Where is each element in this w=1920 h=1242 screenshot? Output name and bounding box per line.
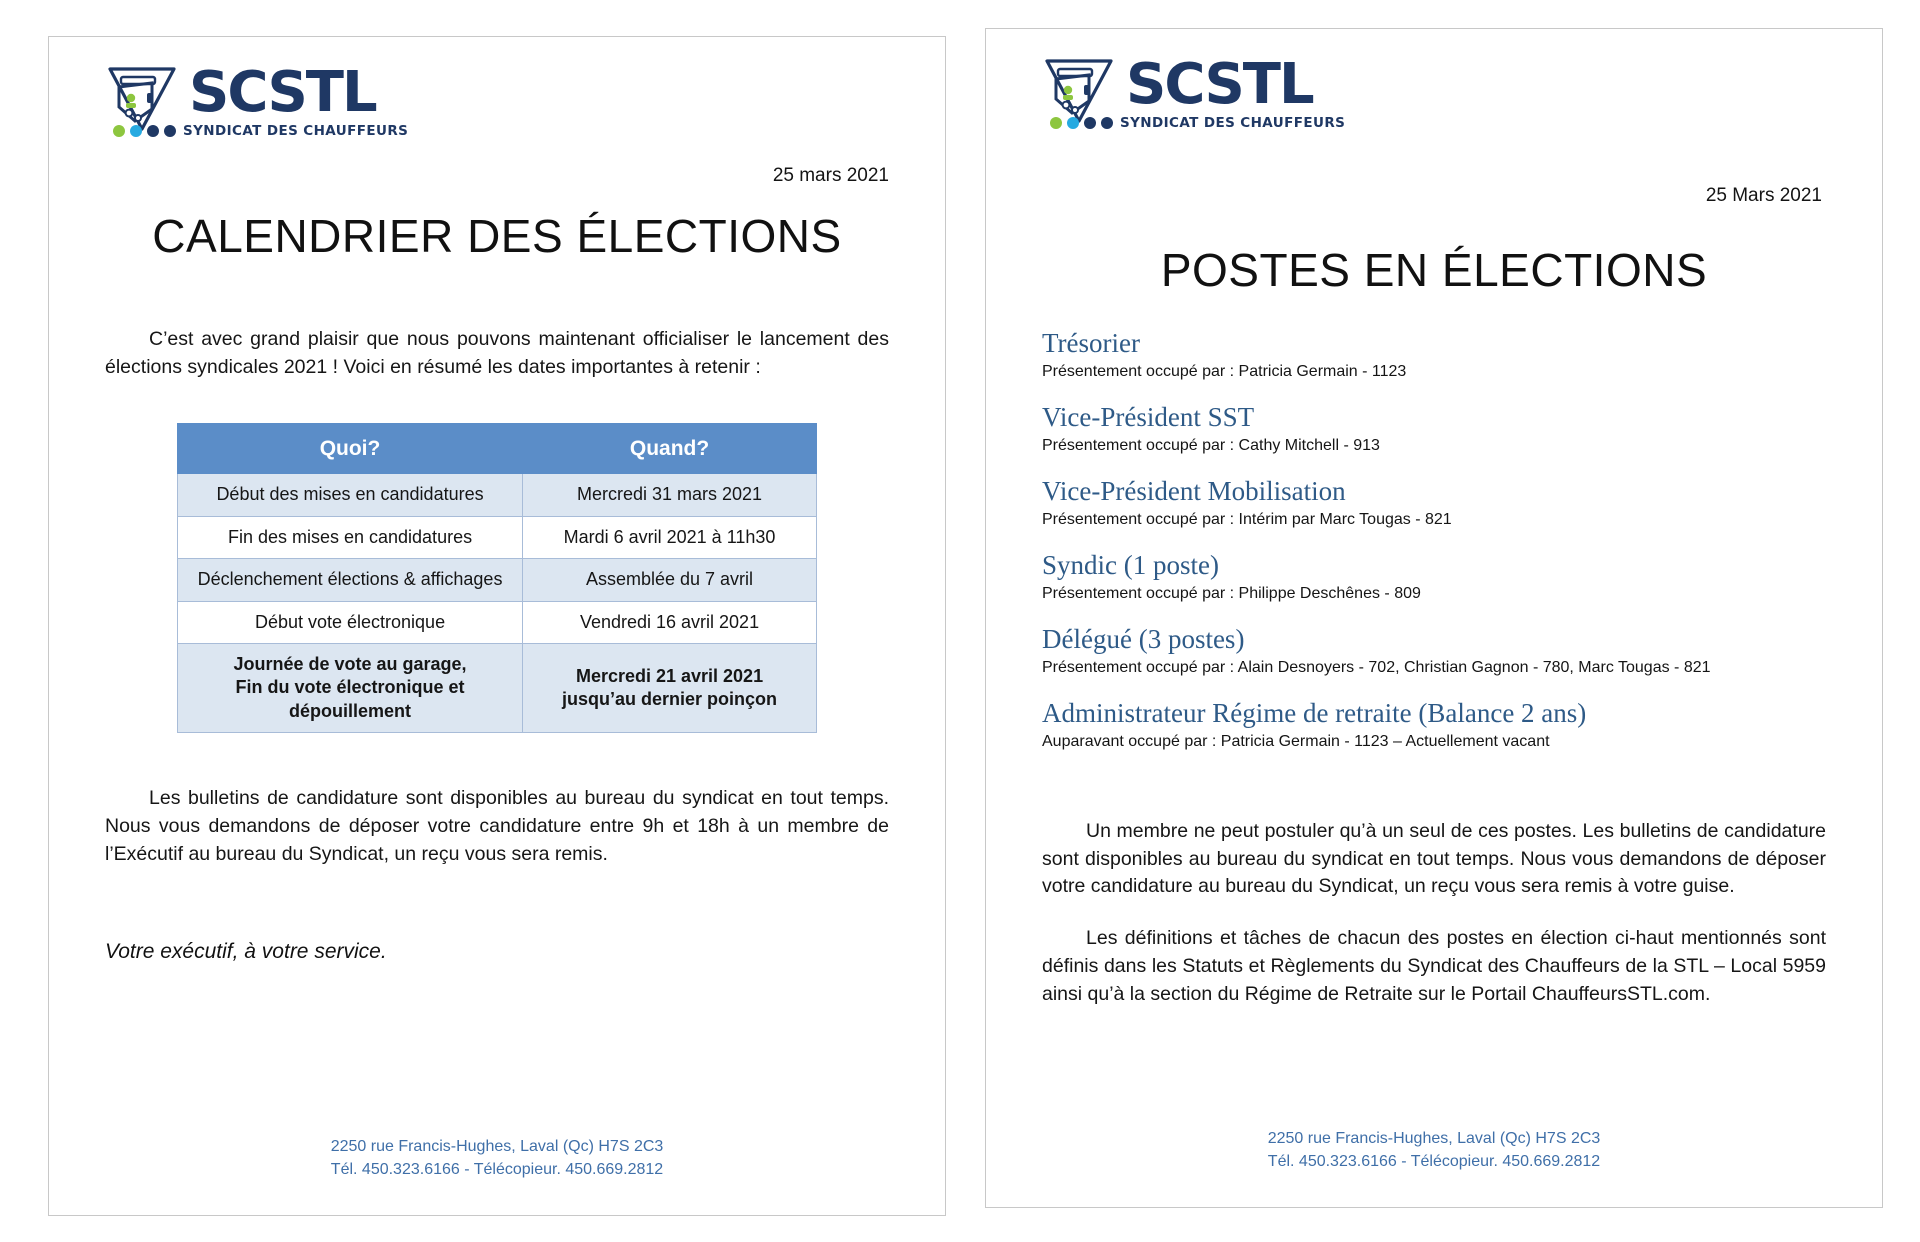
table-cell-quoi: Fin des mises en candidatures (178, 516, 523, 558)
position-title: Trésorier (1042, 327, 1140, 358)
page-2-footer (1042, 1127, 1826, 1173)
logo-tagline-text: SYNDICAT DES CHAUFFEURS (183, 123, 409, 139)
logo-tagline-row (113, 123, 408, 139)
position-entry (1042, 550, 1826, 604)
table-header-row (178, 424, 817, 474)
logo-tagline-row (1050, 115, 1345, 131)
table-header-quand: Quand? (523, 424, 817, 474)
position-entry (1042, 328, 1826, 382)
position-title: Vice-Président Mobilisation (1042, 475, 1346, 506)
logo-wordmark: SCSTL (1126, 52, 1313, 117)
scstl-logo-page-2 (1042, 52, 1826, 151)
logo-dot-navy-1 (1084, 117, 1096, 129)
position-entry (1042, 402, 1826, 456)
table-cell-quoi: Début vote électronique (178, 601, 523, 643)
logo-text (1120, 52, 1346, 131)
logo-dot-green (1050, 117, 1062, 129)
table-header-quoi: Quoi? (178, 424, 523, 474)
position-current-holder: Présentement occupé par : Cathy Mitchell - 913 (1042, 436, 1380, 454)
position-entry (1042, 624, 1826, 678)
page-2-second-paragraph: Les définitions et tâches de chacun des postes en élection ci-haut mentionnés sont définis dans les Statuts et Règlements du Syndicat des Chauffeurs de la STL – Local 5959 ainsi qu’à la section du Régime de Retraite sur le Portail ChauffeursSTL.com. (1042, 927, 1826, 1005)
logo-wordmark: SCSTL (189, 60, 376, 125)
logo-dot-cyan (130, 125, 142, 137)
position-current-holder: Présentement occupé par : Intérim par Marc Tougas - 821 (1042, 510, 1452, 528)
footer-address-line: 2250 rue Francis-Hughes, Laval (Qc) H7S 2C3 (1267, 1129, 1601, 1147)
table-body (178, 474, 817, 733)
logo-dot-cyan (1067, 117, 1079, 129)
document-page-2 (985, 28, 1883, 1208)
page-1-second-paragraph: Les bulletins de candidature sont disponibles au bureau du syndicat en tout temps. Nous vous demandons de déposer votre candidature entre 9h et 18h à un membre de l’Exécutif au bureau du Syndicat, un reçu vous sera remis. (105, 787, 889, 865)
table-row (178, 559, 817, 601)
position-title: Délégué (3 postes) (1042, 624, 1245, 654)
table-row (178, 516, 817, 558)
position-title: Syndic (1 poste) (1042, 549, 1219, 580)
election-calendar-table (177, 423, 817, 733)
position-entry (1042, 476, 1826, 530)
table-cell-quand: Mardi 6 avril 2021 à 11h30 (523, 516, 817, 558)
table-cell-quoi: Déclenchement élections & affichages (178, 559, 523, 601)
positions-list (1042, 328, 1826, 752)
table-cell-quand: Assemblée du 7 avril (523, 559, 817, 601)
position-current-holder: Présentement occupé par : Patricia Germain - 1123 (1042, 362, 1407, 380)
position-entry (1042, 698, 1826, 752)
logo-dot-navy-2 (1101, 117, 1113, 129)
position-current-holder: Présentement occupé par : Alain Desnoyers - 702, Christian Gagnon - 780, Marc Tougas - 821 (1042, 659, 1711, 677)
position-title: Administrateur Régime de retraite (Balance 2 ans) (1042, 698, 1587, 729)
page-2-content (986, 29, 1882, 1207)
page-2-date: 25 Mars 2021 (1705, 185, 1822, 206)
table-row (178, 601, 817, 643)
position-current-holder: Auparavant occupé par : Patricia Germain - 1123 – Actuellement vacant (1042, 733, 1550, 751)
table-cell-quoi: Journée de vote au garage, Fin du vote électronique et dépouillement (178, 644, 523, 733)
page-1-title: CALENDRIER DES ÉLECTIONS (152, 210, 842, 262)
table-cell-quoi: Début des mises en candidatures (178, 474, 523, 516)
footer-address-line: 2250 rue Francis-Hughes, Laval (Qc) H7S 2C3 (330, 1137, 664, 1155)
page-1-intro-paragraph: C’est avec grand plaisir que nous pouvons maintenant officialiser le lancement des élections syndicales 2021 ! Voici en résumé les dates importantes à retenir : (105, 327, 889, 378)
table-cell-quand: Vendredi 16 avril 2021 (523, 601, 817, 643)
logo-text (183, 60, 409, 139)
table-cell-quand: Mercredi 21 avril 2021 jusqu’au dernier poinçon (523, 644, 817, 733)
scstl-logo (105, 60, 889, 159)
page-2-first-paragraph: Un membre ne peut postuler qu’à un seul de ces postes. Les bulletins de candidature sont disponibles au bureau du syndicat en tout temps. Nous vous demandons de déposer votre candidature au bureau du Syndicat, un reçu vous sera remis à votre guise. (1042, 820, 1826, 898)
position-title: Vice-Président SST (1042, 401, 1255, 432)
page-1-content (49, 37, 945, 1215)
footer-phone-line: Tél. 450.323.6166 - Télécopieur. 450.669.2812 (1267, 1152, 1601, 1170)
position-current-holder: Présentement occupé par : Philippe Deschênes - 809 (1042, 585, 1421, 602)
logo-tagline-text: SYNDICAT DES CHAUFFEURS (1120, 115, 1346, 131)
table-row (178, 644, 817, 733)
footer-phone-line: Tél. 450.323.6166 - Télécopieur. 450.669.2812 (330, 1160, 664, 1178)
table-cell-quand: Mercredi 31 mars 2021 (523, 474, 817, 516)
table-row (178, 474, 817, 516)
logo-dot-green (113, 125, 125, 137)
document-page-1 (48, 36, 946, 1216)
page-2-title: POSTES EN ÉLECTIONS (1160, 244, 1708, 296)
page-1-footer (105, 1135, 889, 1181)
page-1-closing-line: Votre exécutif, à votre service. (105, 940, 387, 964)
logo-dot-navy-2 (164, 125, 176, 137)
page-1-date: 25 mars 2021 (772, 165, 889, 186)
logo-dot-navy-1 (147, 125, 159, 137)
